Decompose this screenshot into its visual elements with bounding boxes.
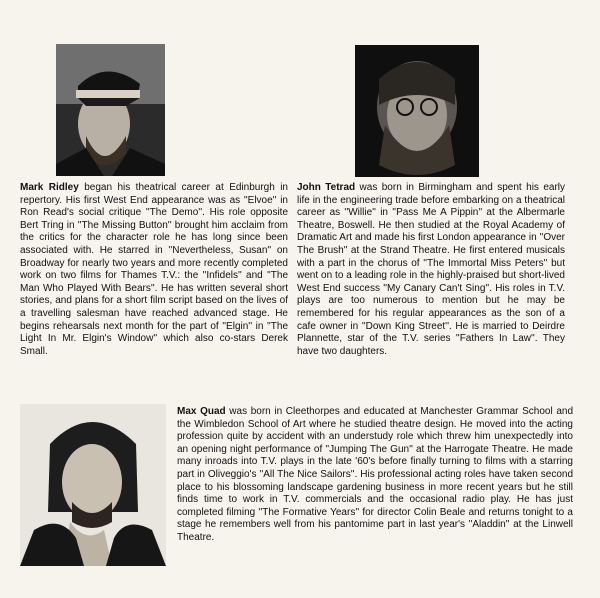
photo-mark-ridley <box>56 44 165 176</box>
bio-john-tetrad <box>297 182 565 358</box>
bio-name: Max Quad <box>177 406 226 417</box>
bio-text: began his theatrical career at Edinburgh in repertory. His first West End appearance was as ''Elvoe'' in Ron Read's social critique ''The Demo''. His role opposite Bert Tring in ''The Missing Button'' brought him acclaim from the critics for the character role he has long since been associated with. He starred in ''Nevertheless, Susan'' on Broadway for nearly two years and more recently completed work on two films for Thames T.V.: the ''Infidels'' and ''The Man Who Played With Bears''. He has written several short stories, and plans for a short film script based on the lives of a travelling salesman have reached advanced stage. He begins rehearsals next month for the part of ''Elgin'' in ''The Light In Mr. Elgin's Window'' which also co-stars Derek Small. <box>20 182 288 357</box>
photo-max-quad <box>20 404 166 566</box>
bio-mark-ridley <box>20 182 288 358</box>
photo-john-tetrad <box>355 45 479 177</box>
bio-text: was born in Birmingham and spent his early life in the engineering trade before embarking on a theatrical career as ''Willie'' in ''Pass Me A Pippin'' at the Albermarle Theatre, Boswell. He then studied at the Royal Academy of Dramatic Art and made his first London appearance in ''Over The Brush'' at the Strand Theatre. He first entered musicals with a part in the chorus of ''The Immortal Miss Peters'' but went on to a leading role in the highly-praised but short-lived West End success ''My Canary Can't Sing''. His roles in T.V. plays are too numerous to mention but he may be remembered for his regular appearances as the son of a cafe owner in ''Down King Street''. He is married to Deirdre Plannette, star of the T.V. series ''Fathers In Law''. They have two daughters. <box>297 182 566 357</box>
bio-name: John Tetrad <box>297 182 356 193</box>
bio-max-quad <box>177 406 573 545</box>
bio-name: Mark Ridley <box>20 182 79 193</box>
bio-text: was born in Cleethorpes and educated at Manchester Grammar School and the Wimbledon School of Art where he studied theatre design. He moved into the acting profession quite by accident with an understudy role which threw him unexpectedly into an opening night performance of ''Jumping The Gun'' at the Harrogate Theatre. He made many inroads into T.V. plays in the late '60's before finally turning to films with a starring part in Oliveggio's ''All The Nice Sailors''. His professional acting roles have taken second place to his blossoming landscape gardening business in more recent years but he still finds time to work in T.V. commercials and the occasional radio play. He has just completed filming ''The Formative Years'' for director Colin Beale and returns tonight to a stage he remembers well from his pantomime part in last year's ''Aladdin'' at the Linwell Theatre. <box>177 406 574 543</box>
